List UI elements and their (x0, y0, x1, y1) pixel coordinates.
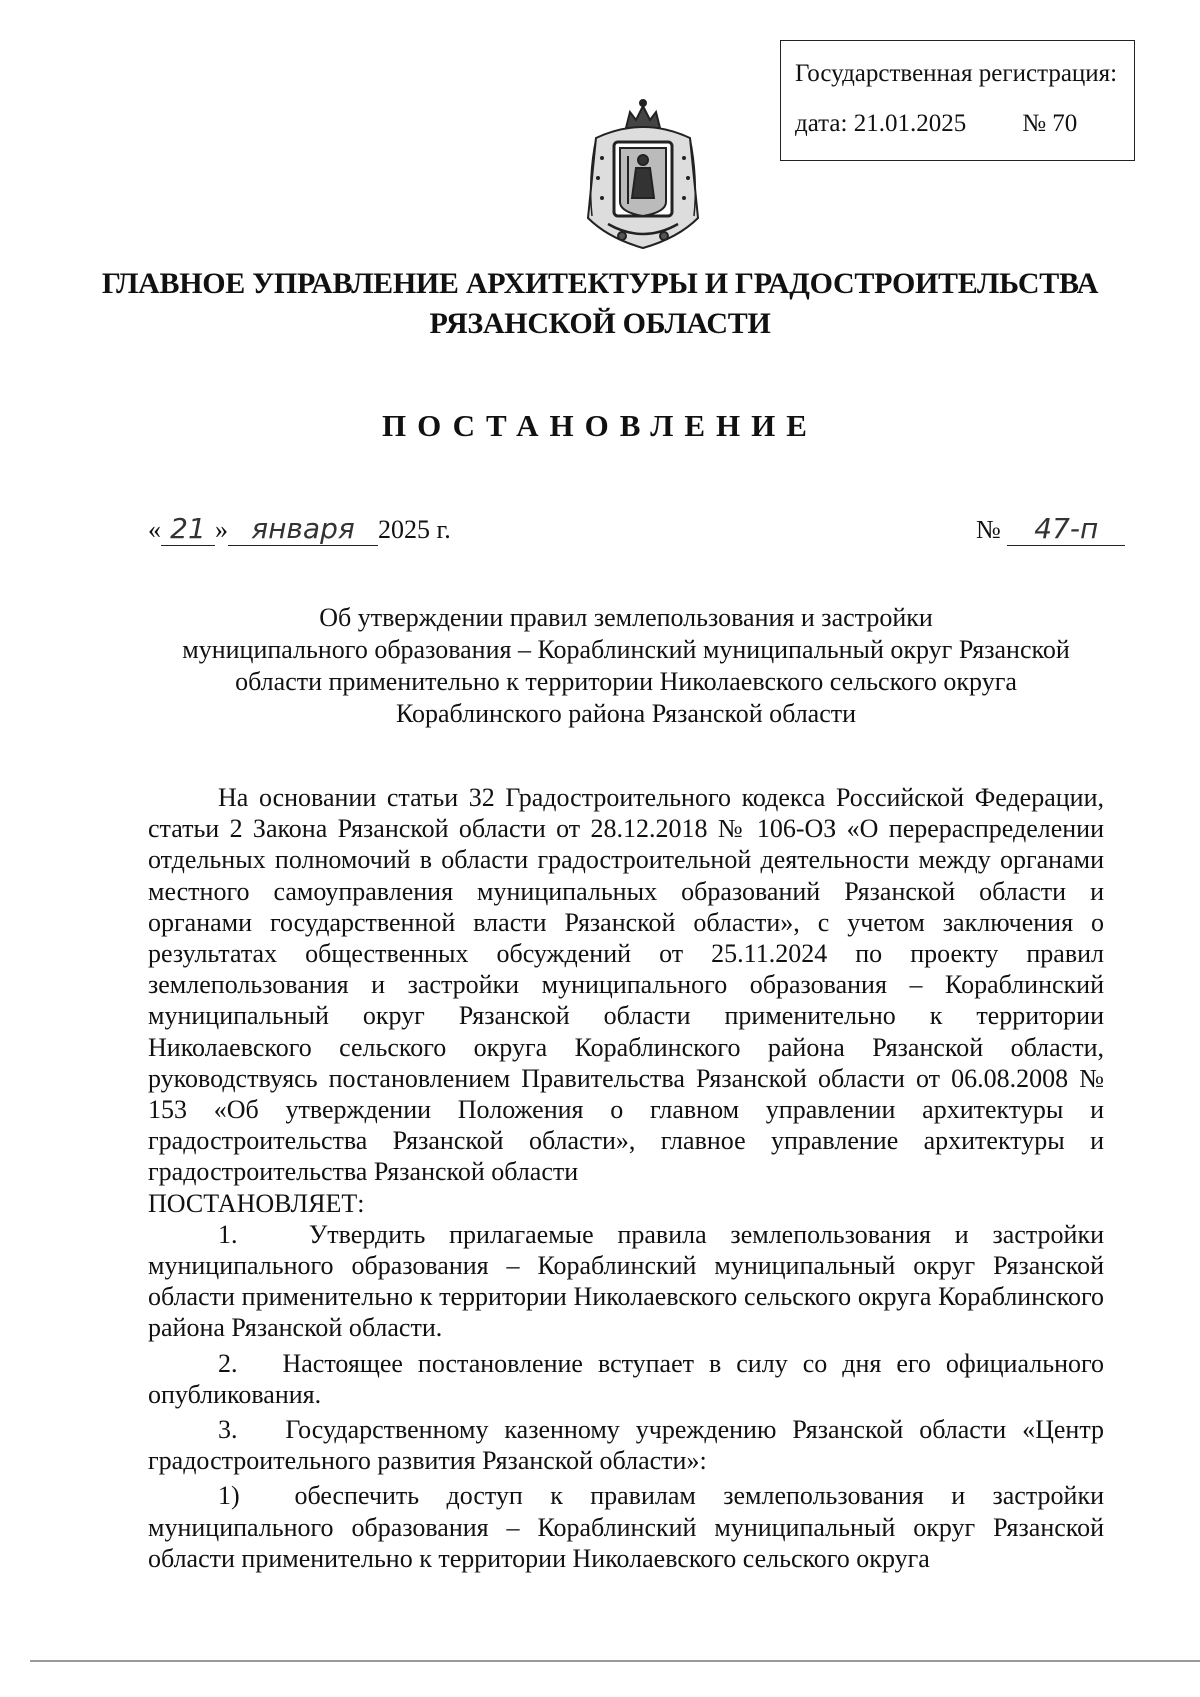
organization-name (100, 264, 1100, 344)
clause-2: 2. Настоящее постановление вступает в силу со дня его официального опубликования. (148, 1348, 1104, 1409)
date-month-handwritten: января (228, 512, 378, 546)
clause-1: 1. Утвердить прилагаемые правила землепользования и застройки муниципального образования – Кораблинский муниципальный округ Рязанской области применительно к территории Николаевского сельского округа Кораблинского района Рязанской области. (148, 1219, 1104, 1343)
document-body (148, 782, 1104, 1574)
coat-of-arms-icon (578, 98, 708, 256)
clause-3: 3. Государственному казенному учреждению Рязанской области «Центр градостроительного развития Рязанской области»: (148, 1415, 1104, 1476)
document-type-heading: ПОСТАНОВЛЕНИЕ (382, 408, 818, 443)
preamble-paragraph: На основании статьи 32 Градостроительного кодекса Российской Федерации, статьи 2 Закона Рязанской области от 28.12.2018 № 106-ОЗ «О перераспределении отдельных полномочий в области градостроительной деятельности между органами местного самоуправления муниципальных образований Рязанской области и органами государственной власти Рязанской области», с учетом заключения о результатах общественных обсуждений от 25.11.2024 по проекту правил землепользования и застройки муниципального образования – Кораблинский муниципальный округ Рязанской области применительно к территории Николаевского сельского округа Кораблинского района Рязанской области, руководствуясь постановлением Правительства Рязанской области от 06.08.2008 № 153 «Об утверждении Положения о главном управлении архитектуры и градостроительства Рязанской области», главное управление архитектуры и градостроительства Рязанской области (148, 783, 1104, 1187)
registration-header: Государственная регистрация: (795, 60, 1118, 87)
registration-details (795, 99, 1134, 149)
title-line-4: Кораблинского района Рязанской области (395, 699, 857, 728)
number-handwritten: 47-п (1007, 512, 1125, 546)
registration-stamp (780, 40, 1135, 161)
title-line-2: муниципального образования – Кораблинский муниципальный округ Рязанской (182, 635, 1070, 664)
number-sign: № (976, 515, 1001, 544)
document-number (976, 512, 1125, 546)
document-title (148, 602, 1104, 730)
organization-line-2: РЯЗАНСКОЙ ОБЛАСТИ (429, 307, 771, 340)
date-open-quote: « (148, 515, 161, 544)
organization-line-1: ГЛАВНОЕ УПРАВЛЕНИЕ АРХИТЕКТУРЫ И ГРАДОСТРОИТЕЛЬСТВА (101, 267, 1099, 300)
registration-date: дата: 21.01.2025 (795, 110, 967, 137)
date-year: 2025 г. (378, 515, 451, 544)
title-line-3: области применительно к территории Николаевского сельского округа (235, 667, 1017, 696)
clause-3-subitem-1: 1) обеспечить доступ к правилам землепользования и застройки муниципального образования – Кораблинский муниципальный округ Рязанской области применительно к территории Николаевского сельского округа (148, 1481, 1104, 1573)
date-close-quote: » (215, 515, 228, 544)
document-date (148, 512, 451, 546)
title-line-1: Об утверждении правил землепользования и застройки (319, 603, 933, 632)
decree-word: ПОСТАНОВЛЯЕТ: (148, 1188, 365, 1218)
registration-number: № 70 (1022, 110, 1078, 137)
date-day-handwritten: 21 (161, 512, 215, 546)
scan-bottom-edge (30, 1660, 1200, 1662)
